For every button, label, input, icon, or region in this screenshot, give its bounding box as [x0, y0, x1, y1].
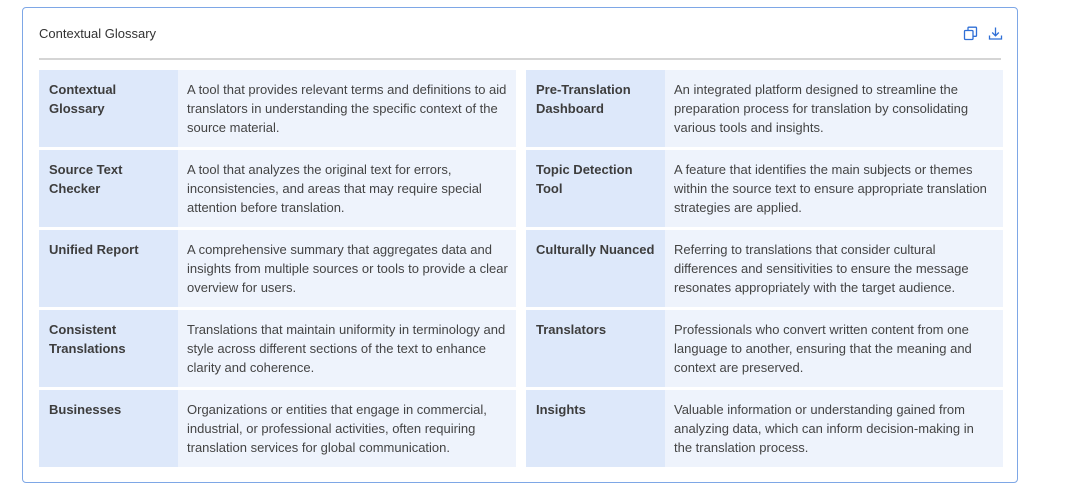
glossary-entry: [39, 390, 516, 467]
glossary-grid: [39, 70, 1003, 467]
glossary-entry: [526, 310, 1003, 387]
glossary-card: [22, 7, 1018, 483]
glossary-definition: Organizations or entities that engage in commercial, industrial, or professional activities, often requiring translation services for global communication.: [178, 390, 516, 467]
glossary-definition: A tool that analyzes the original text for errors, inconsistencies, and areas that may require special attention before translation.: [178, 150, 516, 227]
glossary-definition: Referring to translations that consider cultural differences and sensitivities to ensure the message resonates appropriately with the target audience.: [665, 230, 1003, 307]
glossary-term: Contextual Glossary: [39, 70, 178, 147]
card-header: [39, 8, 1001, 60]
glossary-term: Culturally Nuanced: [526, 230, 665, 307]
glossary-definition: Professionals who convert written content from one language to another, ensuring that the meaning and context are preserved.: [665, 310, 1003, 387]
glossary-entry: [39, 70, 516, 147]
glossary-entry: [526, 230, 1003, 307]
glossary-entry: [526, 70, 1003, 147]
card-title: Contextual Glossary: [39, 26, 157, 41]
glossary-entry: [526, 390, 1003, 467]
glossary-term: Translators: [526, 310, 665, 387]
glossary-entry: [526, 150, 1003, 227]
header-actions: [963, 26, 1003, 41]
glossary-definition: Valuable information or understanding gained from analyzing data, which can inform decision-making in the translation process.: [665, 390, 1003, 467]
glossary-definition: A tool that provides relevant terms and definitions to aid translators in understanding the specific context of the source material.: [178, 70, 516, 147]
glossary-entry: [39, 230, 516, 307]
glossary-term: Businesses: [39, 390, 178, 467]
glossary-term: Pre-Translation Dashboard: [526, 70, 665, 147]
download-icon[interactable]: [988, 26, 1003, 41]
glossary-definition: A comprehensive summary that aggregates data and insights from multiple sources or tools to provide a clear overview for users.: [178, 230, 516, 307]
glossary-term: Source Text Checker: [39, 150, 178, 227]
glossary-definition: Translations that maintain uniformity in terminology and style across different sections of the text to enhance clarity and coherence.: [178, 310, 516, 387]
glossary-definition: An integrated platform designed to streamline the preparation process for translation by consolidating various tools and insights.: [665, 70, 1003, 147]
glossary-entry: [39, 310, 516, 387]
glossary-term: Unified Report: [39, 230, 178, 307]
glossary-definition: A feature that identifies the main subjects or themes within the source text to ensure appropriate translation strategies are applied.: [665, 150, 1003, 227]
glossary-term: Consistent Translations: [39, 310, 178, 387]
glossary-term: Insights: [526, 390, 665, 467]
copy-icon[interactable]: [963, 26, 978, 41]
glossary-entry: [39, 150, 516, 227]
glossary-term: Topic Detection Tool: [526, 150, 665, 227]
